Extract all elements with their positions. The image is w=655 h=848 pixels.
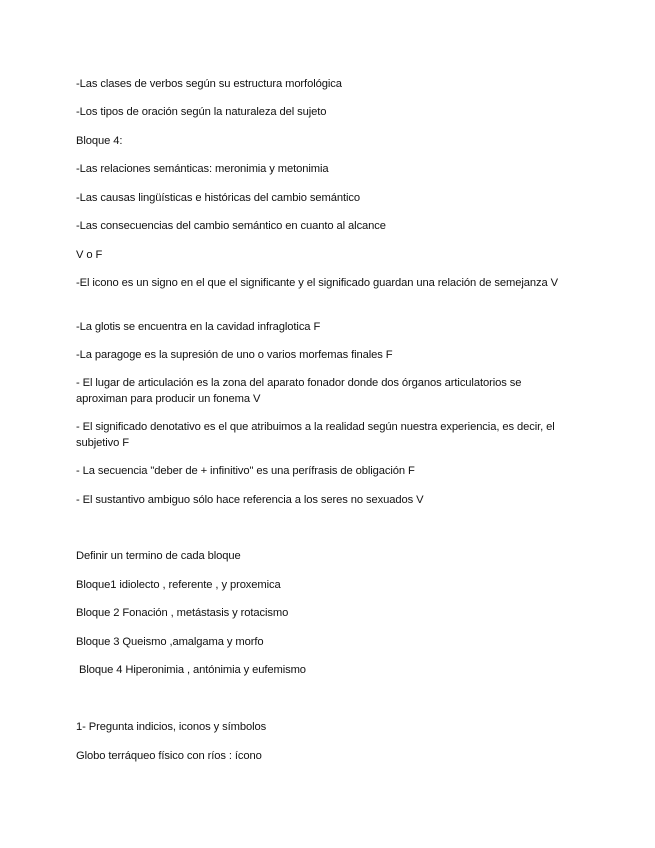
text-line-causes-semantic-change: -Las causas lingüísticas e históricas del cambio semántico <box>76 192 360 204</box>
text-line-bloque4-terms: Bloque 4 Hiperonimia , antónimia y eufemismo <box>76 664 306 676</box>
text-line-periphrasis-statement: - La secuencia "deber de + infinitivo" es una perífrasis de obligación F <box>76 465 415 477</box>
text-line-globo-answer: Globo terráqueo físico con ríos : ícono <box>76 750 262 762</box>
text-line-semantic-relations: -Las relaciones semánticas: meronimia y metonimia <box>76 163 329 175</box>
text-line-true-false-heading: V o F <box>76 249 103 261</box>
text-line-bloque3-terms: Bloque 3 Queismo ,amalgama y morfo <box>76 636 264 648</box>
text-line-verb-classes: -Las clases de verbos según su estructura morfológica <box>76 78 342 90</box>
text-line-sentence-types: -Los tipos de oración según la naturaleza del sujeto <box>76 106 327 118</box>
text-line-ambiguous-noun-statement: - El sustantivo ambiguo sólo hace referencia a los seres no sexuados V <box>76 494 424 506</box>
text-line-denotative-statement: - El significado denotativo es el que atribuimos a la realidad según nuestra experiencia, es decir, el subjetivo F <box>76 421 555 449</box>
text-line-bloque1-terms: Bloque1 idiolecto , referente , y proxemica <box>76 579 281 591</box>
text-line-consequences-semantic-change: -Las consecuencias del cambio semántico en cuanto al alcance <box>76 220 386 232</box>
text-line-define-term-heading: Definir un termino de cada bloque <box>76 550 241 562</box>
text-line-glotis-statement: -La glotis se encuentra en la cavidad infraglotica F <box>76 321 321 333</box>
text-line-bloque2-terms: Bloque 2 Fonación , metástasis y rotacismo <box>76 607 289 619</box>
text-line-bloque4-heading: Bloque 4: <box>76 135 123 147</box>
text-line-articulation-statement: - El lugar de articulación es la zona del aparato fonador donde dos órganos articulatorios se aproximan para producir un fonema V <box>76 377 522 405</box>
text-line-paragoge-statement: -La paragoge es la supresión de uno o varios morfemas finales F <box>76 349 393 361</box>
text-line-icono-statement: -El icono es un signo en el que el significante y el significado guardan una relación de semejanza V <box>76 277 558 289</box>
text-line-question-indicios: 1- Pregunta indicios, iconos y símbolos <box>76 721 267 733</box>
